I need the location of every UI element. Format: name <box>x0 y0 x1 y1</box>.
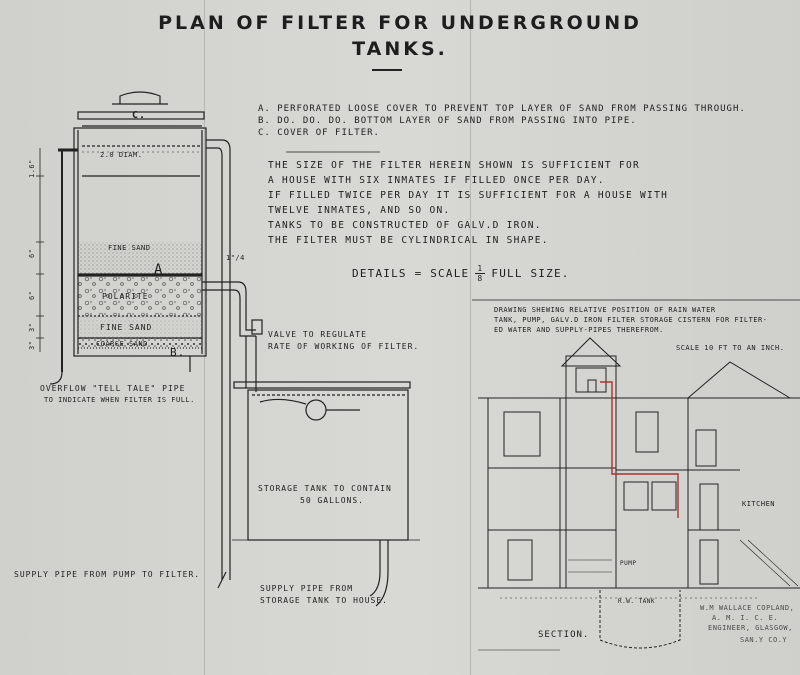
details-prefix: DETAILS = SCALE <box>352 267 470 280</box>
diameter-label: 2.0 DIAM. <box>100 151 143 159</box>
signature-line-3: ENGINEER, GLASGOW, <box>708 624 793 632</box>
signature-line: W.M WALLACE COPLAND, <box>700 604 795 612</box>
label-a: A <box>154 262 164 278</box>
note-line: TWELVE INMATES, AND SO ON. <box>268 205 451 216</box>
scale-numerator: 1 <box>477 264 484 273</box>
signature-line-4: SAN.Y CO.Y <box>740 636 788 644</box>
storage-tank <box>248 390 408 540</box>
coarse-sand-label: COARSE SAND <box>96 340 148 348</box>
storage-tank-lid <box>234 382 410 388</box>
note-line: THE SIZE OF THE FILTER HEREIN SHOWN IS SUFFICIENT FOR <box>268 160 641 171</box>
legend-a: A. PERFORATED LOOSE COVER TO PREVENT TOP LAYER OF SAND FROM PASSING THROUGH. <box>258 104 746 114</box>
scale-denominator: 8 <box>477 274 484 283</box>
pump-label: PUMP <box>620 560 637 567</box>
fine-sand-top-label: FINE SAND <box>108 244 151 252</box>
section-title: SECTION. <box>538 630 590 640</box>
kitchen-label: KITCHEN <box>742 500 776 508</box>
polarite-label: POLARITE <box>102 292 149 301</box>
drawing-title-line2: TANKS. <box>352 38 448 60</box>
label-c: C. <box>132 110 147 121</box>
details-suffix: FULL SIZE. <box>491 267 570 280</box>
dim-low: 3" <box>28 322 36 332</box>
storage-label-2: 50 GALLONS. <box>300 496 364 505</box>
legend-b: B. DO. DO. DO. BOTTOM LAYER OF SAND FROM PASSING INTO PIPE. <box>258 116 637 126</box>
details-scale <box>352 264 570 283</box>
fine-sand-label: FINE SAND <box>100 323 153 332</box>
overflow-label-2: TO INDICATE WHEN FILTER IS FULL. <box>44 396 195 404</box>
dim-polarite: 6" <box>28 290 36 300</box>
drawing-note-2: TANK, PUMP, GALV.D IRON FILTER STORAGE CISTERN FOR FILTER- <box>494 316 768 324</box>
supply-house-label-2: STORAGE TANK TO HOUSE. <box>260 596 388 605</box>
legend-c: C. COVER OF FILTER. <box>258 128 380 138</box>
scale-note: SCALE 10 FT TO AN INCH. <box>676 344 785 352</box>
note-line: IF FILLED TWICE PER DAY IT IS SUFFICIENT FOR A HOUSE WITH <box>268 190 669 201</box>
storage-label: STORAGE TANK TO CONTAIN <box>258 484 392 493</box>
dim-bottom: 3" <box>28 340 36 350</box>
drawing-title: PLAN OF FILTER FOR UNDERGROUND <box>158 12 642 34</box>
supply-pump-label: SUPPLY PIPE FROM PUMP TO FILTER. <box>14 570 201 579</box>
note-line: TANKS TO BE CONSTRUCTED OF GALV.D IRON. <box>268 220 542 231</box>
note-line: THE FILTER MUST BE CYLINDRICAL IN SHAPE. <box>268 235 549 246</box>
rw-tank-label: R.W. TANK <box>618 598 656 605</box>
valve-label-2: RATE OF WORKING OF FILTER. <box>268 342 420 351</box>
supply-house-label: SUPPLY PIPE FROM <box>260 584 354 593</box>
dim-mid: 6" <box>28 248 36 258</box>
drawing-note: DRAWING SHEWING RELATIVE POSITION OF RAIN WATER <box>494 306 716 314</box>
label-b: B. <box>170 346 186 359</box>
drawing-note-3: ED WATER AND SUPPLY-PIPES THEREFROM. <box>494 326 664 334</box>
valve-label: VALVE TO REGULATE <box>268 330 367 339</box>
note-line: A HOUSE WITH SIX INMATES IF FILLED ONCE PER DAY. <box>268 175 605 186</box>
pipe-size-label: 1"/4 <box>226 254 245 262</box>
overflow-label: OVERFLOW "TELL TALE" PIPE <box>40 384 186 393</box>
dim-top: 1.6" <box>28 159 36 178</box>
signature-line-2: A. M. I. C. E. <box>712 614 779 622</box>
